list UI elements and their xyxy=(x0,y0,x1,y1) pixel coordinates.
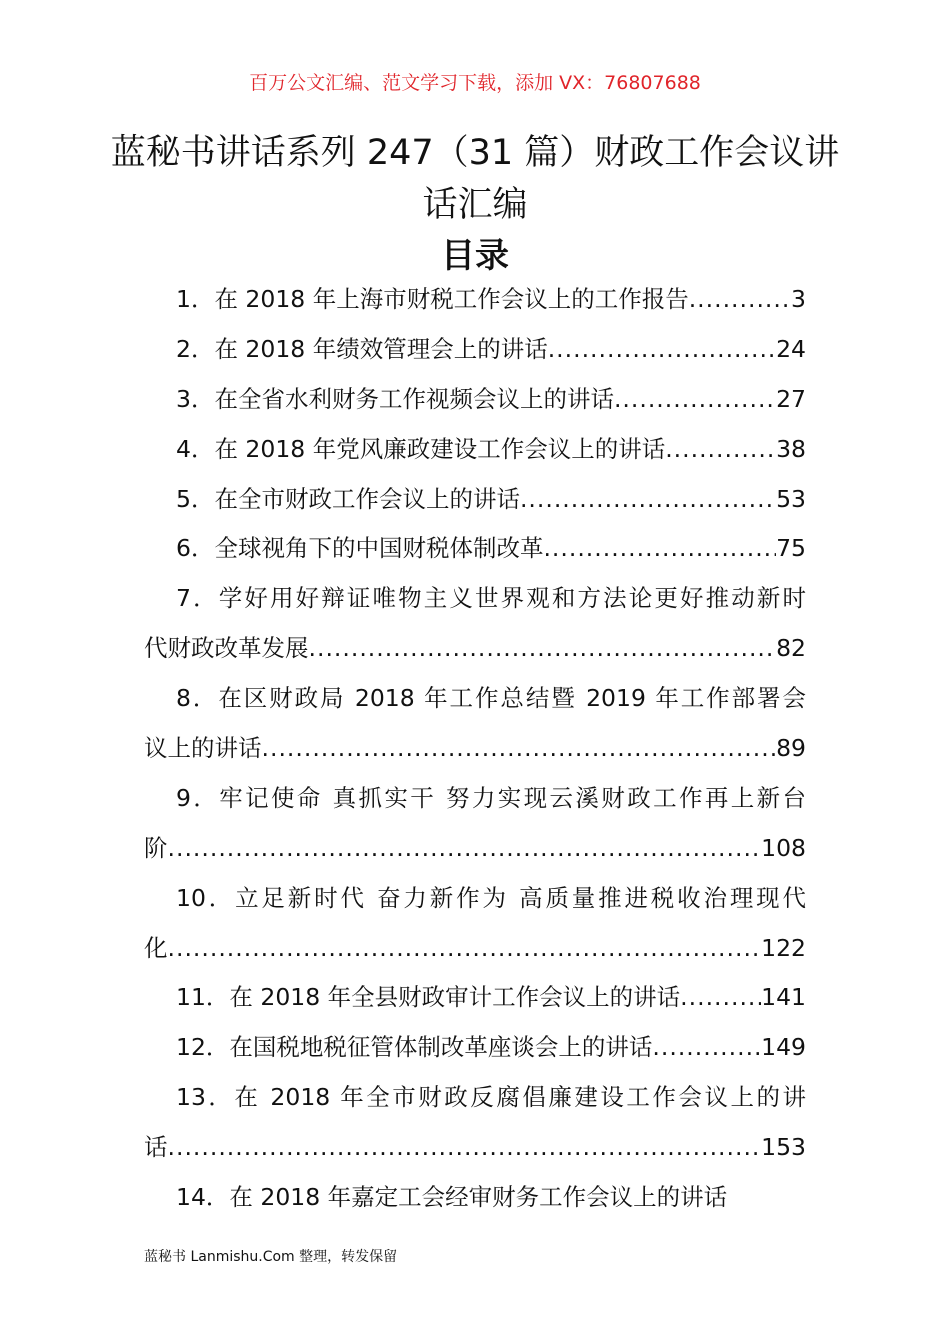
toc-entry-title: 7．学好用好辩证唯物主义世界观和方法论更好推动新时 xyxy=(176,584,806,613)
toc-entry-continuation[interactable] xyxy=(144,923,806,973)
leader-dots xyxy=(652,1022,761,1072)
toc-page-number: 141 xyxy=(761,983,806,1012)
toc-entry[interactable] xyxy=(144,673,806,723)
toc-page-number: 82 xyxy=(776,634,806,663)
toc-entry[interactable] xyxy=(144,972,806,1022)
toc-entry[interactable] xyxy=(144,523,806,573)
leader-dots xyxy=(168,1122,762,1172)
promo-banner: 百万公文汇编、范文学习下载，添加 VX：76807688 xyxy=(249,72,701,94)
toc-page-number: 27 xyxy=(776,384,806,413)
toc-entry-title-cont: 代财政改革发展 xyxy=(144,634,309,663)
leader-dots xyxy=(614,374,776,424)
toc-entry-title: 3．在全省水利财务工作视频会议上的讲话 xyxy=(176,384,614,413)
leader-dots xyxy=(689,274,791,324)
leader-dots xyxy=(548,324,776,374)
toc-entry-title: 2．在 2018 年绩效管理会上的讲话 xyxy=(176,334,548,363)
toc-entry-title: 8．在区财政局 2018 年工作总结暨 2019 年工作部署会 xyxy=(176,684,806,713)
toc-page-number: 108 xyxy=(761,833,806,862)
toc-page-number: 122 xyxy=(761,933,806,962)
leader-dots xyxy=(680,972,761,1022)
toc-page-number: 89 xyxy=(776,734,806,763)
toc-entry-title: 10．立足新时代 奋力新作为 高质量推进税收治理现代 xyxy=(176,883,806,912)
toc-entry-title-cont: 议上的讲话 xyxy=(144,734,262,763)
toc-entry[interactable] xyxy=(144,324,806,374)
toc-entry-continuation[interactable] xyxy=(144,623,806,673)
toc-entry[interactable] xyxy=(144,1022,806,1072)
leader-dots xyxy=(168,823,762,873)
toc-entry-title-cont: 化 xyxy=(144,933,168,962)
toc-entry-title: 11．在 2018 年全县财政审计工作会议上的讲话 xyxy=(176,983,681,1012)
toc-entry-title: 14．在 2018 年嘉定工会经审财务工作会议上的讲话 xyxy=(176,1183,728,1212)
toc-entry-title: 13．在 2018 年全市财政反腐倡廉建设工作会议上的讲 xyxy=(176,1083,806,1112)
toc-entry[interactable] xyxy=(144,573,806,623)
toc-heading: 目录 xyxy=(441,236,509,276)
toc-entry[interactable] xyxy=(144,374,806,424)
toc-page-number: 153 xyxy=(761,1133,806,1162)
toc-entry-title: 6．全球视角下的中国财税体制改革 xyxy=(176,534,544,563)
leader-dots xyxy=(262,723,777,773)
document-title: 蓝秘书讲话系列 247（31 篇）财政工作会议讲话汇编 xyxy=(110,133,840,225)
leader-dots xyxy=(168,923,762,973)
toc-entry[interactable] xyxy=(144,773,806,823)
leader-dots xyxy=(520,474,776,524)
toc-entry[interactable] xyxy=(144,424,806,474)
toc-page-number: 3 xyxy=(791,285,806,313)
toc-page-number: 24 xyxy=(776,334,806,363)
toc-page-number: 53 xyxy=(776,484,806,513)
toc-entry[interactable] xyxy=(144,873,806,923)
toc-entry-title: 5．在全市财政工作会议上的讲话 xyxy=(176,484,520,513)
leader-dots xyxy=(309,623,777,673)
toc-entry-continuation[interactable] xyxy=(144,1122,806,1172)
table-of-contents xyxy=(144,274,806,1222)
toc-entry-title: 12．在国税地税征管体制改革座谈会上的讲话 xyxy=(176,1033,653,1062)
toc-entry-title: 9．牢记使命 真抓实干 努力实现云溪财政工作再上新台 xyxy=(176,783,806,812)
toc-entry-continuation[interactable] xyxy=(144,723,806,773)
leader-dots xyxy=(543,523,776,573)
toc-entry-title: 4．在 2018 年党风廉政建设工作会议上的讲话 xyxy=(176,434,666,463)
leader-dots xyxy=(665,424,776,474)
toc-entry[interactable] xyxy=(144,474,806,524)
toc-entry-continuation[interactable] xyxy=(144,823,806,873)
toc-entry-title-cont: 阶 xyxy=(144,833,168,862)
page-footer: 蓝秘书 Lanmishu.Com 整理，转发保留 xyxy=(144,1249,398,1265)
toc-page-number: 75 xyxy=(776,534,806,563)
toc-entry[interactable] xyxy=(144,1172,806,1222)
toc-page-number: 149 xyxy=(761,1033,806,1062)
toc-entry[interactable] xyxy=(144,274,806,324)
toc-entry-title: 1．在 2018 年上海市财税工作会议上的工作报告 xyxy=(176,285,689,313)
toc-entry[interactable] xyxy=(144,1072,806,1122)
toc-entry-title-cont: 话 xyxy=(144,1133,168,1162)
toc-page-number: 38 xyxy=(776,434,806,463)
